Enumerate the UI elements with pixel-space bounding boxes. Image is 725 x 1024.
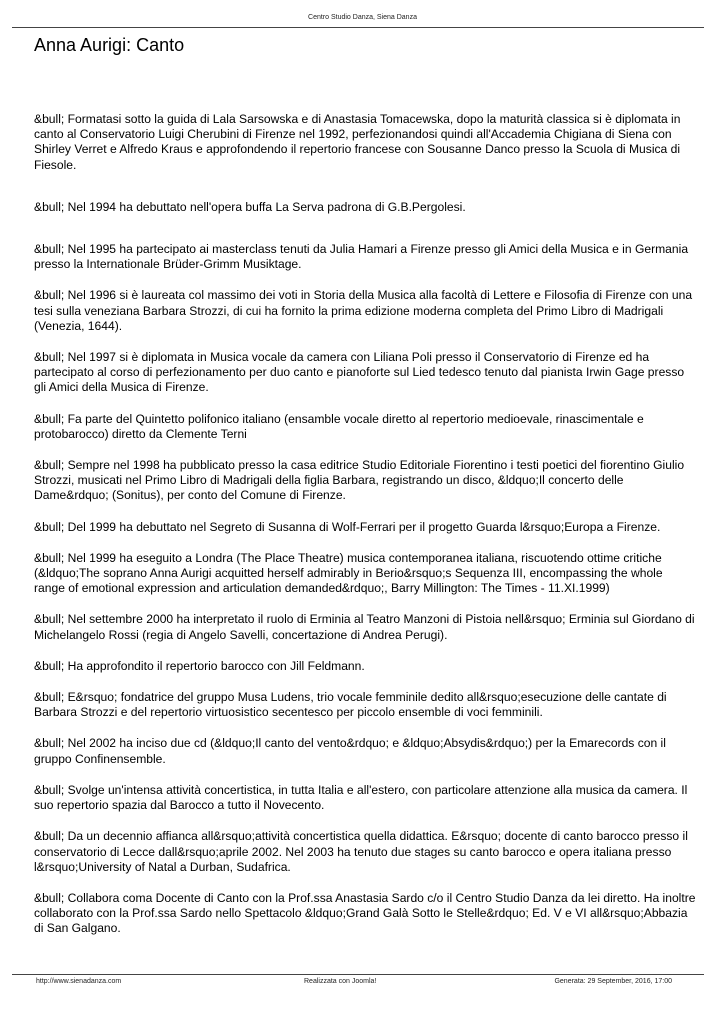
page-title: Anna Aurigi: Canto <box>34 35 185 55</box>
paragraph: &bull; Nel 1994 ha debuttato nell'opera buffa La Serva padrona di G.B.Pergolesi. <box>34 199 466 214</box>
footer-powered-by: Realizzata con Joomla! <box>304 978 377 985</box>
paragraph: &bull; Collabora coma Docente di Canto con la Prof.ssa Anastasia Sardo c/o il Centro Studio Danza da lei diretto. Ha inoltre collaborato con la Prof.ssa Sardo nello Spettacolo &ldquo;Grand Galà Sotto le Stelle&rdquo; Ed. V e VI all&rsquo;Abbazia di San Galgano. <box>34 890 696 936</box>
paragraph: &bull; Formatasi sotto la guida di Lala Sarsowska e di Anastasia Tomacewska, dopo la maturità classica si è diplomata in canto al Conservatorio Luigi Cherubini di Firenze nel 1992, perfezionandosi quindi all'Accademia Chigiana di Siena con Shirley Verret e Alfredo Kraus e approfondendo il repertorio francese con Sousanne Danco presso la Scuola di Musica di Fiesole. <box>34 112 681 172</box>
paragraph: &bull; Nel 1995 ha partecipato ai masterclass tenuti da Julia Hamari a Firenze presso gli Amici della Musica e in Germania presso la Internationale Brüder-Grimm Musiktage. <box>34 242 689 272</box>
site-header: Centro Studio Danza, Siena Danza <box>308 14 417 21</box>
paragraph: &bull; Nel 2002 ha inciso due cd (&ldquo;Il canto del vento&rdquo; e &ldquo;Absydis&rdquo;) per la Emarecords con il gruppo Confinensemble. <box>34 736 666 766</box>
paragraph: &bull; Nel 1999 ha eseguito a Londra (The Place Theatre) musica contemporanea italiana, riscuotendo ottime critiche (&ldquo;The soprano Anna Aurigi acquitted herself admirably in Berio&rsquo;s Sequenza III, encompassing the whole range of emotional expression and articulation demanded&rdquo;, Barry Millington: The Times - 11.XI.1999) <box>34 550 663 596</box>
footer-generated-date: Generata: 29 September, 2016, 17:00 <box>554 978 672 985</box>
article-body <box>34 112 696 953</box>
paragraph: &bull; Sempre nel 1998 ha pubblicato presso la casa editrice Studio Editoriale Fiorentino i testi poetici del fiorentino Giulio Strozzi, musicati nel Primo Libro di Madrigali della figlia Barbara, registrando un disco, &ldquo;Il concerto delle Dame&rdquo; (Sonitus), per conto del Comune di Firenze. <box>34 458 685 503</box>
paragraph: &bull; Nel settembre 2000 ha interpretato il ruolo di Erminia al Teatro Manzoni di Pistoia nell&rsquo; Erminia sul Giordano di Michelangelo Rossi (regia di Angelo Savelli, concertazione di Andrea Perugi). <box>34 612 695 642</box>
paragraph: &bull; Ha approfondito il repertorio barocco con Jill Feldmann. <box>34 658 365 673</box>
header-divider <box>12 27 704 28</box>
paragraph: &bull; Del 1999 ha debuttato nel Segreto di Susanna di Wolf-Ferrari per il progetto Guarda l&rsquo;Europa a Firenze. <box>34 519 661 534</box>
paragraph: &bull; Svolge un'intensa attività concertistica, in tutta Italia e all'estero, con particolare attenzione alla musica da camera. Il suo repertorio spazia dal Barocco a tutto il Novecento. <box>34 782 688 813</box>
footer-divider <box>12 974 704 975</box>
paragraph: &bull; Da un decennio affianca all&rsquo;attività concertistica quella didattica. E&rsquo; docente di canto barocco presso il conservatorio di Lecce dall&rsquo;aprile 2002. Nel 2003 ha tenuto due stages su canto barocco e opera italiana presso l&rsquo;University of Natal a Durban, Sudafrica. <box>34 829 688 874</box>
paragraph: &bull; Fa parte del Quintetto polifonico italiano (ensamble vocale diretto al repertorio medioevale, rinascimentale e protobarocco) diretto da Clemente Terni <box>34 411 644 441</box>
paragraph: &bull; E&rsquo; fondatrice del gruppo Musa Ludens, trio vocale femminile dedito all&rsquo;esecuzione delle cantate di Barbara Strozzi e del repertorio virtuosistico secentesco per piccolo ensemble di voci femminili. <box>34 690 667 720</box>
paragraph: &bull; Nel 1996 si è laureata col massimo dei voti in Storia della Musica alla facoltà di Lettere e Filosofia di Firenze con una tesi sulla veneziana Barbara Strozzi, di cui ha fornito la prima edizione moderna completa del Primo Libro di Madrigali (Venezia, 1644). <box>34 288 693 333</box>
footer-url[interactable]: http://www.sienadanza.com <box>36 978 122 985</box>
paragraph: &bull; Nel 1997 si è diplomata in Musica vocale da camera con Liliana Poli presso il Conservatorio di Firenze ed ha partecipato al corso di perfezionamento per duo canto e pianoforte sul Lied tedesco tenuto dal pianista Irwin Gage presso gli Amici della Musica di Firenze. <box>34 350 685 395</box>
